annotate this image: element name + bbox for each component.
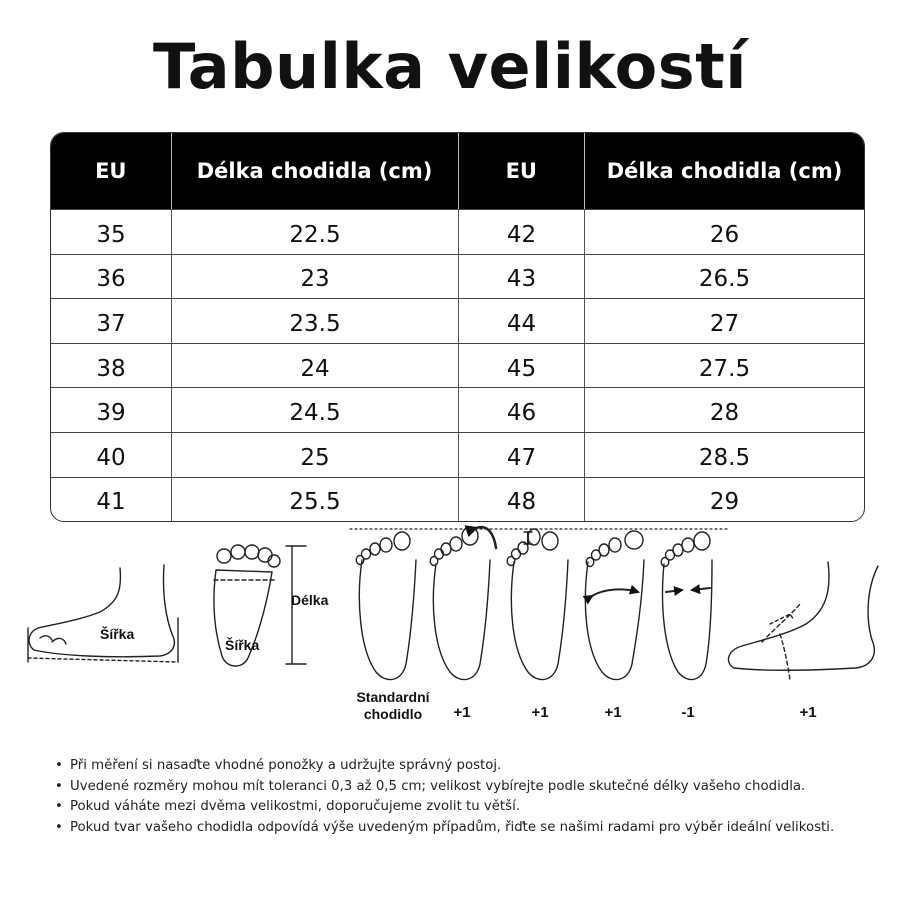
size-table xyxy=(50,132,865,522)
eu-size-cell: 35 xyxy=(96,221,126,248)
foot-length-cell: 27.5 xyxy=(584,344,864,388)
eu-size-cell: 39 xyxy=(96,400,126,427)
foot-length-cell: 24.5 xyxy=(171,388,458,432)
table-row xyxy=(51,387,864,432)
table-row xyxy=(51,432,864,477)
eu-size-cell: 44 xyxy=(458,299,584,343)
foot-length-cell: 26 xyxy=(584,210,864,254)
foot-length-cell: 25 xyxy=(171,433,458,477)
notes-list xyxy=(55,756,834,838)
eu-size-cell: 40 xyxy=(96,444,126,471)
eu-size-cell: 36 xyxy=(96,266,126,293)
eu-size-cell: 46 xyxy=(458,388,584,432)
high-instep-foot-icon xyxy=(728,562,878,680)
foot-length-cell: 23.5 xyxy=(171,299,458,343)
foot-measurement-illustration xyxy=(0,520,900,730)
sole-width-label: Šířka xyxy=(225,637,260,653)
eu-size-cell: 38 xyxy=(96,355,126,382)
eu-size-cell: 43 xyxy=(458,255,584,299)
header-eu-right: EU xyxy=(458,133,585,209)
header-length-right: Délka chodidla (cm) xyxy=(584,133,864,209)
foot-length-cell: 28 xyxy=(584,388,864,432)
eu-size-cell: 37 xyxy=(96,310,126,337)
table-row xyxy=(51,298,864,343)
size-adjustment-label: +1 xyxy=(531,704,549,721)
foot-length-cell: 27 xyxy=(584,299,864,343)
standard-foot-label-2: chodidlo xyxy=(363,706,423,722)
table-header xyxy=(51,133,864,209)
size-adjustment-label: +1 xyxy=(604,704,622,721)
narrow-foot-icon xyxy=(661,532,712,680)
standard-foot-icon xyxy=(356,532,416,680)
eu-size-cell: 41 xyxy=(96,489,126,516)
note-item: • Pokud váháte mezi dvěma velikostmi, doporučujeme zvolit tu větší. xyxy=(55,797,834,818)
foot-length-cell: 29 xyxy=(584,478,864,522)
eu-size-cell: 48 xyxy=(458,478,584,522)
foot-length-cell: 28.5 xyxy=(584,433,864,477)
sole-length-label: Délka xyxy=(291,592,329,608)
table-row xyxy=(51,343,864,388)
header-length-left: Délka chodidla (cm) xyxy=(171,133,458,209)
side-foot-icon xyxy=(28,565,178,662)
eu-size-cell: 47 xyxy=(458,433,584,477)
eu-size-cell: 42 xyxy=(458,210,584,254)
size-adjustment-label: +1 xyxy=(799,704,817,721)
standard-foot-label-1: Standardní xyxy=(356,689,430,705)
table-row xyxy=(51,209,864,254)
note-item: • Uvedené rozměry mohou mít toleranci 0,3 až 0,5 cm; velikost vybírejte podle skutečné délky vašeho chodidla. xyxy=(55,777,834,798)
foot-length-cell: 23 xyxy=(171,255,458,299)
wide-foot-icon xyxy=(585,531,644,680)
long-second-toe-foot-icon xyxy=(507,529,568,680)
table-row xyxy=(51,254,864,299)
long-big-toe-foot-icon xyxy=(430,527,496,680)
foot-length-cell: 24 xyxy=(171,344,458,388)
note-item: • Při měření si nasaďte vhodné ponožky a udržujte správný postoj. xyxy=(55,756,834,777)
side-width-label: Šířka xyxy=(100,626,135,642)
foot-length-cell: 25.5 xyxy=(171,478,458,522)
eu-size-cell: 45 xyxy=(458,344,584,388)
size-adjustment-label: -1 xyxy=(681,704,695,721)
note-item: • Pokud tvar vašeho chodidla odpovídá výše uvedeným případům, řiďte se našimi radami pro výběr ideální velikosti. xyxy=(55,818,834,839)
page-title: Tabulka velikostí xyxy=(153,30,747,103)
size-adjustment-label: +1 xyxy=(453,704,471,721)
header-eu-left: EU xyxy=(95,159,127,183)
table-row xyxy=(51,477,864,522)
foot-length-cell: 26.5 xyxy=(584,255,864,299)
foot-length-cell: 22.5 xyxy=(171,210,458,254)
